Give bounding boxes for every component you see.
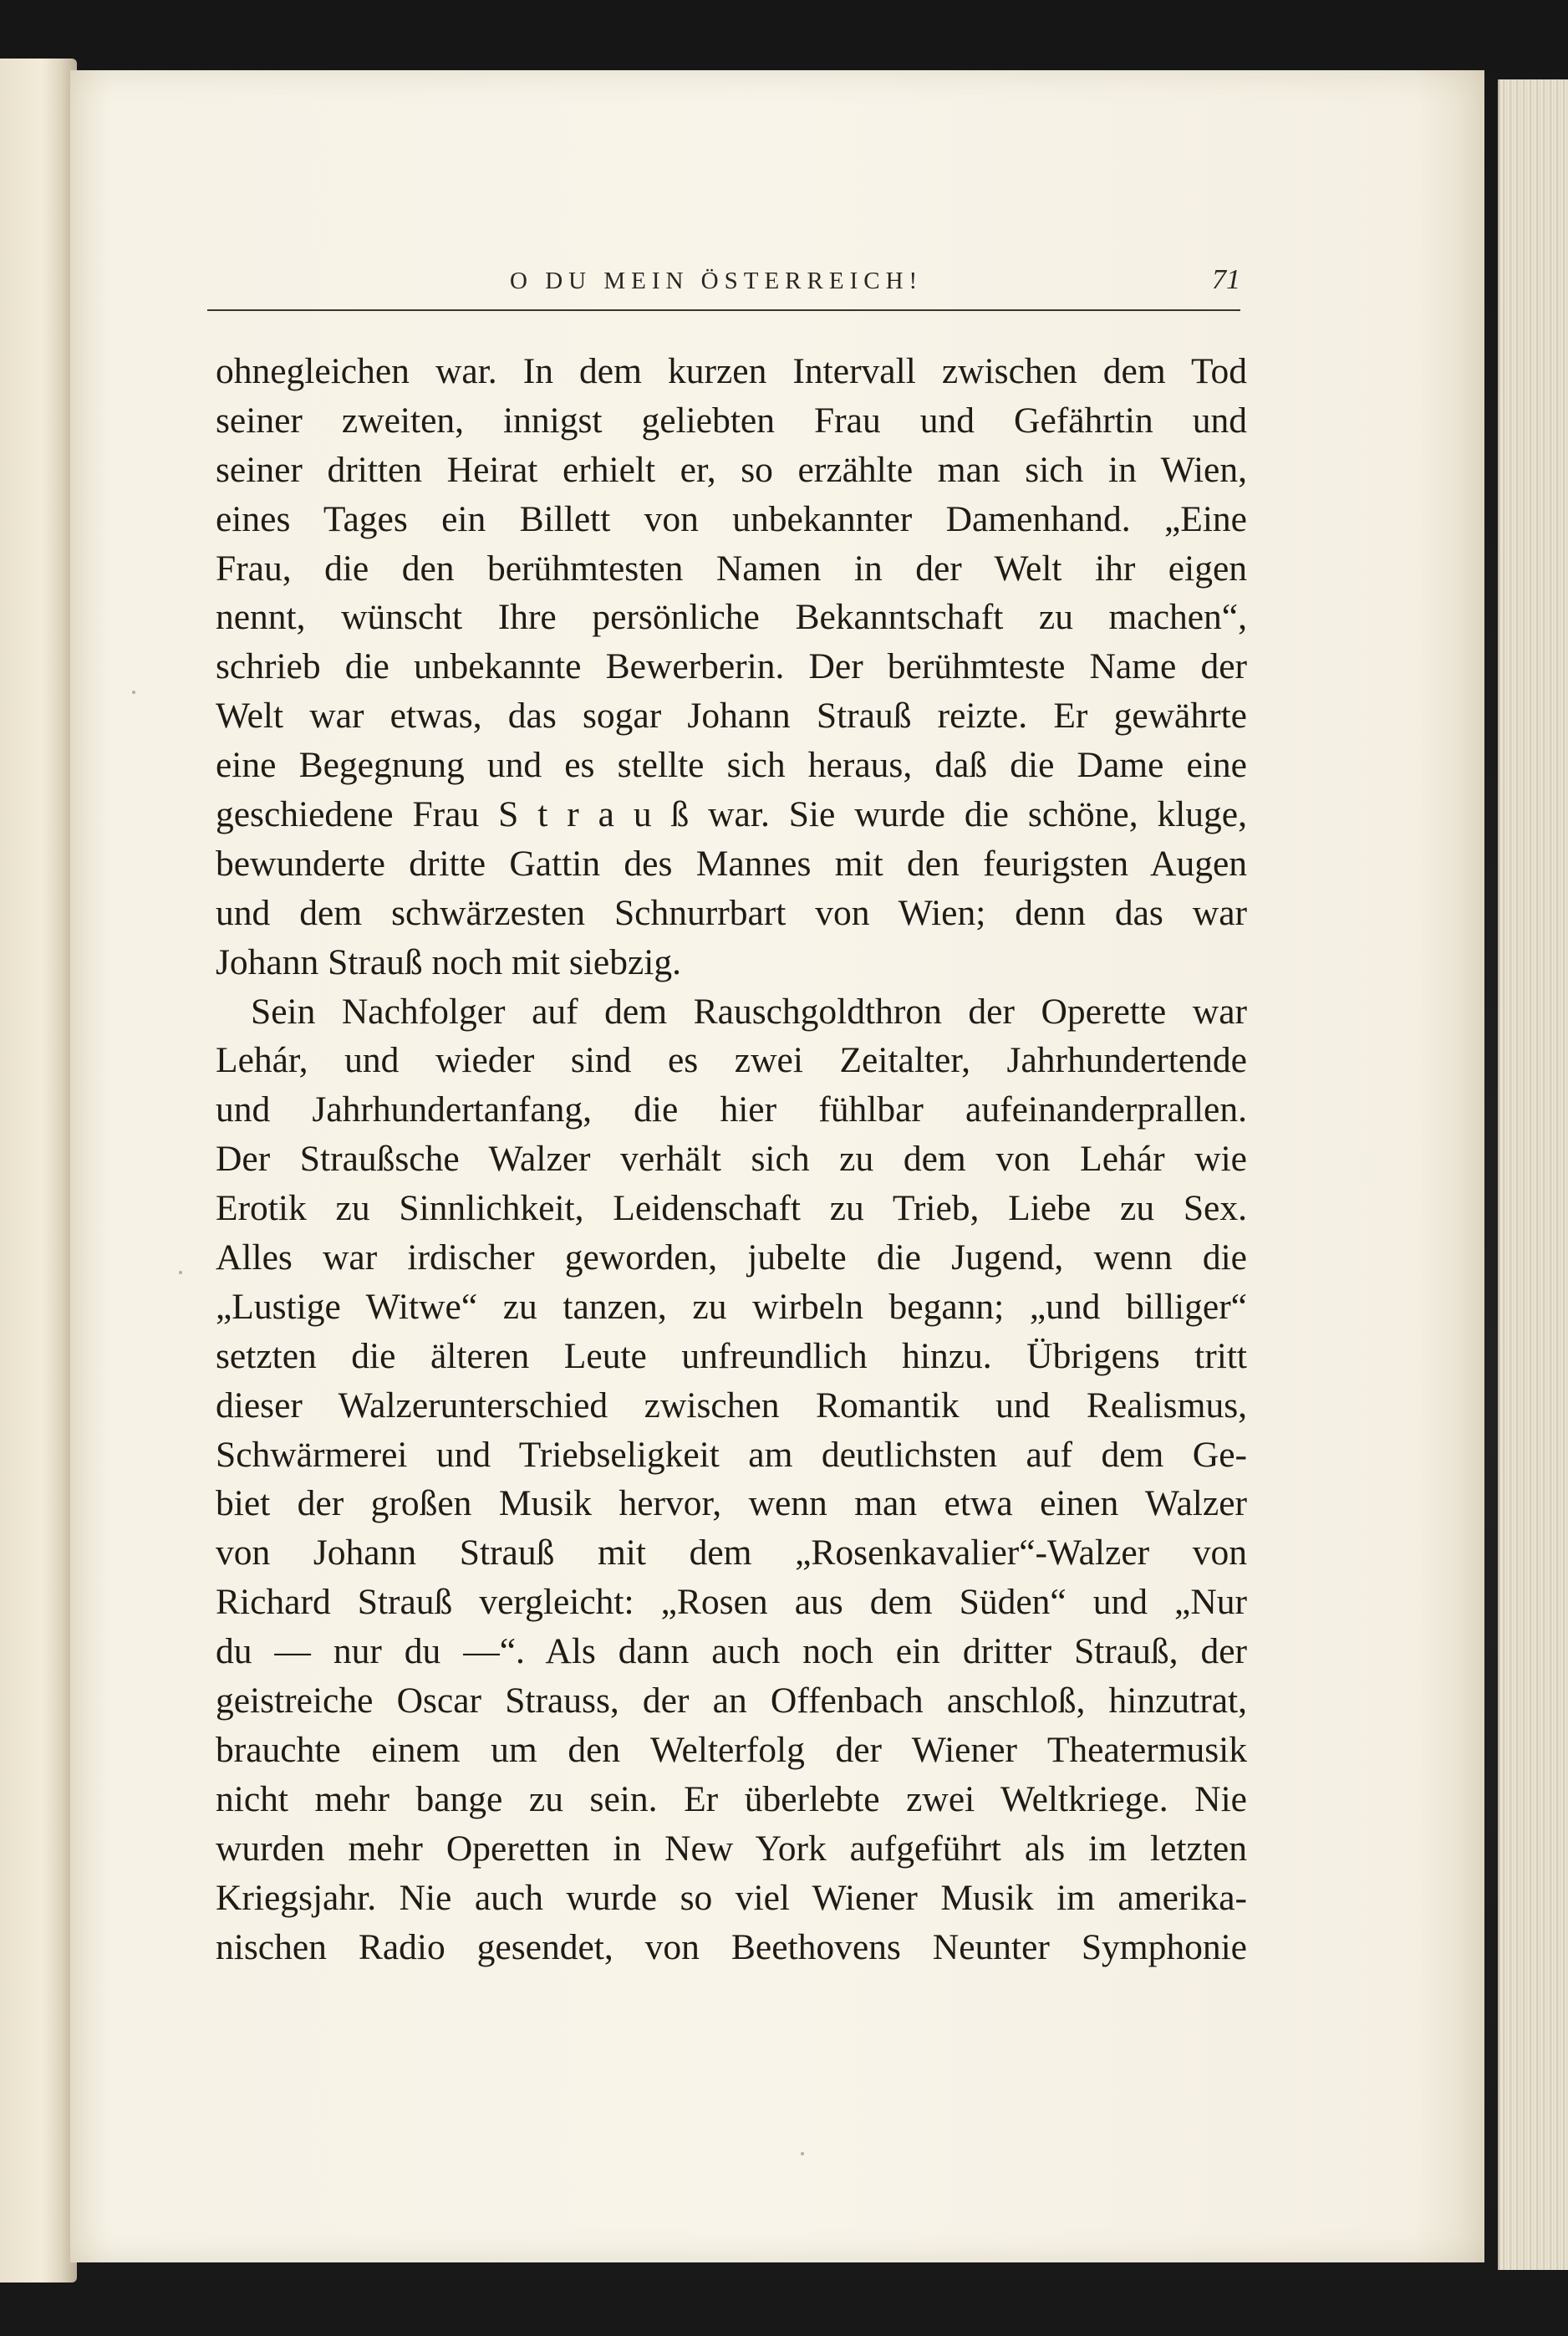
page-header [207,264,1240,308]
text-line: von Johann Strauß mit dem „Rosenkavalier“-Walzer von [216,1533,1247,1573]
text-line: du — nur du —“. Als dann auch noch ein dritter Strauß, der [216,1631,1247,1672]
page-number: 71 [1212,264,1240,295]
text-line: seiner dritten Heirat erhielt er, so erzählte man sich in Wien, [216,449,1247,490]
text-line: biet der großen Musik hervor, wenn man etwa einen Walzer [216,1483,1247,1524]
paragraph-start-line: Sein Nachfolger auf dem Rauschgoldthron der Operette war [251,991,1247,1032]
text-line: geistreiche Oscar Strauss, der an Offenbach anschloß, hinzutrat, [216,1681,1247,1721]
text-line: Erotik zu Sinnlichkeit, Leidenschaft zu Trieb, Liebe zu Sex. [216,1188,1247,1229]
text-line: „Lustige Witwe“ zu tanzen, zu wirbeln begann; „und billiger“ [216,1286,1247,1327]
text-line: und dem schwärzesten Schnurrbart von Wien; denn das war [216,892,1247,933]
text-line: Lehár, und wieder sind es zwei Zeitalter, Jahrhundertende [216,1040,1247,1081]
text-line: wurden mehr Operetten in New York aufgeführt als im letzten [216,1828,1247,1869]
text-line: nennt, wünscht Ihre persönliche Bekanntschaft zu machen“, [216,597,1247,638]
paper-speck [132,691,135,694]
text-line: schrieb die unbekannte Bewerberin. Der berühmteste Name der [216,646,1247,687]
text-line: eines Tages ein Billett von unbekannter Damenhand. „Eine [216,498,1247,539]
text-line: Welt war etwas, das sogar Johann Strauß reizte. Er gewährte [216,696,1247,737]
text-line: seiner zweiten, innigst geliebten Frau und Gefährtin und [216,400,1247,441]
text-line: Richard Strauß vergleicht: „Rosen aus dem Süden“ und „Nur [216,1582,1247,1623]
paper-speck [179,1271,182,1274]
text-line: Alles war irdischer geworden, jubelte die Jugend, wenn die [216,1237,1247,1278]
text-line: Frau, die den berühmtesten Namen in der Welt ihr eigen [216,548,1247,589]
text-line: nischen Radio gesendet, von Beethovens Neunter Symphonie [216,1926,1247,1967]
paper-speck [801,2152,804,2155]
paragraph-end-line: Johann Strauß noch mit siebzig. [216,941,681,982]
page-stack-edge [1498,79,1568,2270]
text-line: dieser Walzerunterschied zwischen Romantik und Realismus, [216,1385,1247,1426]
text-line: bewunderte dritte Gattin des Mannes mit den feurigsten Augen [216,843,1247,884]
header-rule [207,309,1240,311]
text-line: Der Straußsche Walzer verhält sich zu dem von Lehár wie [216,1139,1247,1180]
text-line: eine Begegnung und es stellte sich heraus, daß die Dame eine [216,745,1247,786]
text-line: geschiedene Frau S t r a u ß war. Sie wurde die schöne, kluge, [216,794,1247,835]
body-text [216,347,1247,1971]
text-line: setzten die älteren Leute unfreundlich hinzu. Übrigens tritt [216,1335,1247,1376]
text-line: und Jahrhundertanfang, die hier fühlbar aufeinanderprallen. [216,1089,1247,1130]
text-line: ohnegleichen war. In dem kurzen Intervall zwischen dem Tod [216,351,1247,391]
text-line: Kriegsjahr. Nie auch wurde so viel Wiener Musik im amerika- [216,1877,1247,1918]
running-title: O DU MEIN ÖSTERREICH! [510,268,924,294]
text-line: brauchte einem um den Welterfolg der Wiener Theatermusik [216,1729,1247,1770]
text-line: nicht mehr bange zu sein. Er überlebte zwei Weltkriege. Nie [216,1778,1247,1819]
text-line: Schwärmerei und Triebseligkeit am deutlichsten auf dem Ge- [216,1434,1247,1475]
left-page-edge [0,59,77,2282]
